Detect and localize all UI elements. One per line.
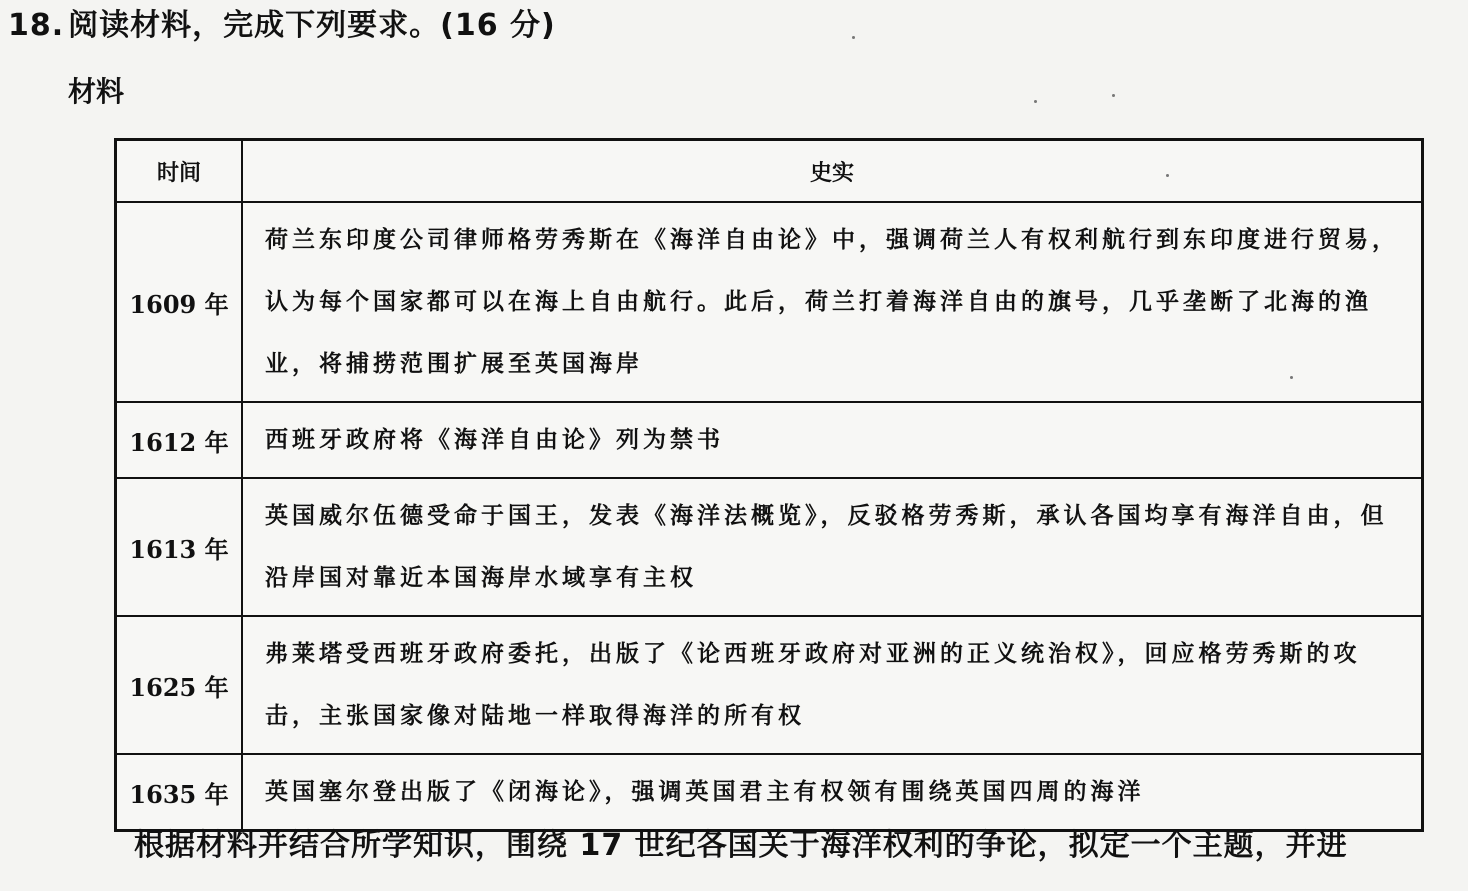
question-header — [8, 0, 556, 44]
year-cell: 1625 年 — [116, 616, 243, 754]
question-number: 18. — [8, 8, 65, 43]
table-row — [116, 616, 1423, 754]
scan-speck — [1290, 376, 1293, 379]
scan-speck — [1112, 94, 1115, 97]
material-label: 材料 — [68, 75, 125, 108]
scan-speck — [852, 36, 855, 39]
fact-cell: 弗莱塔受西班牙政府委托，出版了《论西班牙政府对亚洲的正义统治权》，回应格劳秀斯的攻击，主张国家像对陆地一样取得海洋的所有权 — [242, 616, 1423, 754]
table-header-row — [116, 140, 1423, 203]
fact-cell: 荷兰东印度公司律师格劳秀斯在《海洋自由论》中，强调荷兰人有权利航行到东印度进行贸易，认为每个国家都可以在海上自由航行。此后，荷兰打着海洋自由的旗号，几乎垄断了北海的渔业，将捕捞范围扩展至英国海岸 — [242, 202, 1423, 402]
scan-speck — [1034, 100, 1037, 103]
fact-cell: 英国塞尔登出版了《闭海论》，强调英国君主有权领有围绕英国四周的海洋 — [242, 754, 1423, 831]
year-cell: 1635 年 — [116, 754, 243, 831]
table-row — [116, 202, 1423, 402]
fact-cell: 英国威尔伍德受命于国王，发表《海洋法概览》，反驳格劳秀斯，承认各国均享有海洋自由，但沿岸国对靠近本国海岸水域享有主权 — [242, 478, 1423, 616]
question-text: 阅读材料，完成下列要求。(16 分) — [68, 8, 556, 43]
scan-speck — [1166, 174, 1169, 177]
year-cell: 1609 年 — [116, 202, 243, 402]
question-prompt: 根据材料并结合所学知识，围绕 17 世纪各国关于海洋权利的争论，拟定一个主题，并进 — [134, 828, 1348, 863]
table-row — [116, 402, 1423, 478]
header-fact: 史实 — [242, 140, 1423, 203]
history-table — [114, 138, 1424, 832]
header-time: 时间 — [116, 140, 243, 203]
table-row — [116, 478, 1423, 616]
year-cell: 1613 年 — [116, 478, 243, 616]
year-cell: 1612 年 — [116, 402, 243, 478]
fact-cell: 西班牙政府将《海洋自由论》列为禁书 — [242, 402, 1423, 478]
